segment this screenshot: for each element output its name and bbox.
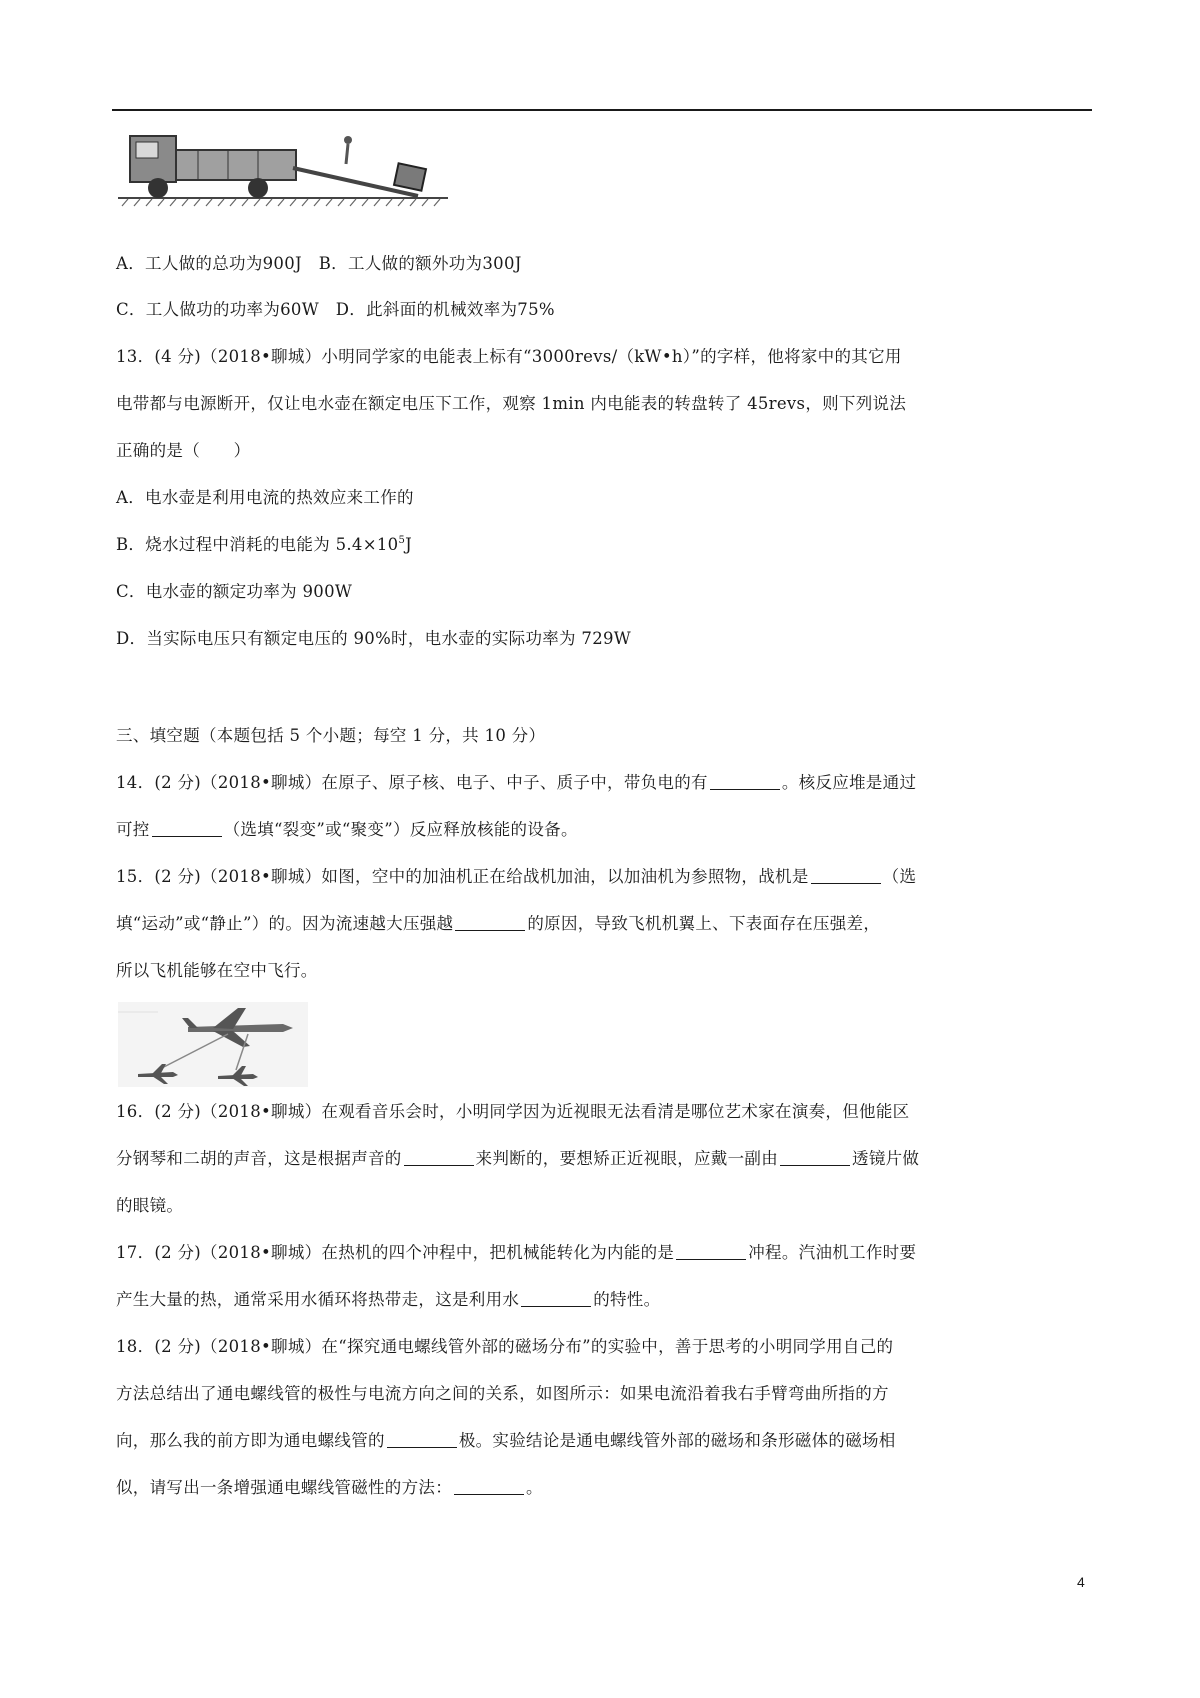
q15-line3: 所以飞机能够在空中飞行。 (116, 961, 318, 980)
header-rule (112, 109, 1092, 111)
refueling-aircraft-figure (118, 1002, 308, 1087)
answer-blank[interactable] (454, 1476, 524, 1495)
q15-line1: 15．(2 分)（2018•聊城）如图，空中的加油机正在给战机加油，以加油机为参照物，战机是 （选 (116, 867, 917, 886)
answer-blank[interactable] (710, 771, 780, 790)
q13-option-d: D．当实际电压只有额定电压的 90%时，电水壶的实际功率为 729W (116, 629, 632, 648)
answer-blank[interactable] (404, 1147, 474, 1166)
q16-line3: 的眼镜。 (116, 1196, 184, 1215)
section-3-heading: 三、填空题（本题包括 5 个小题；每空 1 分，共 10 分） (116, 726, 546, 745)
q13-option-c: C．电水壶的额定功率为 900W (116, 582, 353, 601)
q17-line1: 17．(2 分)（2018•聊城）在热机的四个冲程中，把机械能转化为内能的是 冲程。汽油机工作时要 (116, 1243, 917, 1262)
answer-blank[interactable] (780, 1147, 850, 1166)
q13-stem-line3: 正确的是（ ） (116, 441, 251, 460)
q13-option-b: B．烧水过程中消耗的电能为 $5.4\times 10^5J$ (116, 535, 413, 554)
q15-line2: 填“运动”或“静止”）的。因为流速越大压强越 的原因，导致飞机机翼上、下表面存在压强差， (116, 914, 881, 933)
q12-options-cd: C．工人做功的功率为60W D．此斜面的机械效率为75% (116, 300, 555, 319)
truck-incline-figure (118, 128, 458, 208)
q16-line2: 分钢琴和二胡的声音，这是根据声音的 来判断的，要想矫正近视眼，应戴一副由 透镜片做 (116, 1149, 920, 1168)
answer-blank[interactable] (811, 865, 881, 884)
q18-line1: 18．(2 分)（2018•聊城）在“探究通电螺线管外部的磁场分布”的实验中，善于思考的小明同学用自己的 (116, 1337, 894, 1356)
q14-line1: 14．(2 分)（2018•聊城）在原子、原子核、电子、中子、质子中，带负电的有 。核反应堆是通过 (116, 773, 917, 792)
q12-options-ab: A．工人做的总功为900J B．工人做的额外功为300J (116, 254, 522, 273)
answer-blank[interactable] (152, 818, 222, 837)
answer-blank[interactable] (455, 912, 525, 931)
answer-blank[interactable] (521, 1288, 591, 1307)
q18-line3: 向，那么我的前方即为通电螺线管的 极。实验结论是通电螺线管外部的磁场和条形磁体的磁场相 (116, 1431, 896, 1450)
q14-line2: 可控 （选填“裂变”或“聚变”）反应释放核能的设备。 (116, 820, 578, 839)
q16-line1: 16．(2 分)（2018•聊城）在观看音乐会时，小明同学因为近视眼无法看清是哪位艺术家在演奏，但他能区 (116, 1102, 910, 1121)
q13-stem-line2: 电带都与电源断开，仅让电水壶在额定电压下工作，观察 1min 内电能表的转盘转了 45revs，则下列说法 (116, 394, 907, 413)
page-number: 4 (1077, 1574, 1085, 1590)
q13-stem-line1: 13．(4 分)（2018•聊城）小明同学家的电能表上标有“3000revs/（kW•h）”的字样，他将家中的其它用 (116, 347, 902, 366)
answer-blank[interactable] (387, 1429, 457, 1448)
answer-blank[interactable] (676, 1241, 746, 1260)
q18-line2: 方法总结出了通电螺线管的极性与电流方向之间的关系，如图所示：如果电流沿着我右手臂弯曲所指的方 (116, 1384, 889, 1403)
q18-line4: 似，请写出一条增强通电螺线管磁性的方法： 。 (116, 1478, 543, 1497)
q13-option-a: A．电水壶是利用电流的热效应来工作的 (116, 488, 414, 507)
q17-line2: 产生大量的热，通常采用水循环将热带走，这是利用水 的特性。 (116, 1290, 661, 1309)
